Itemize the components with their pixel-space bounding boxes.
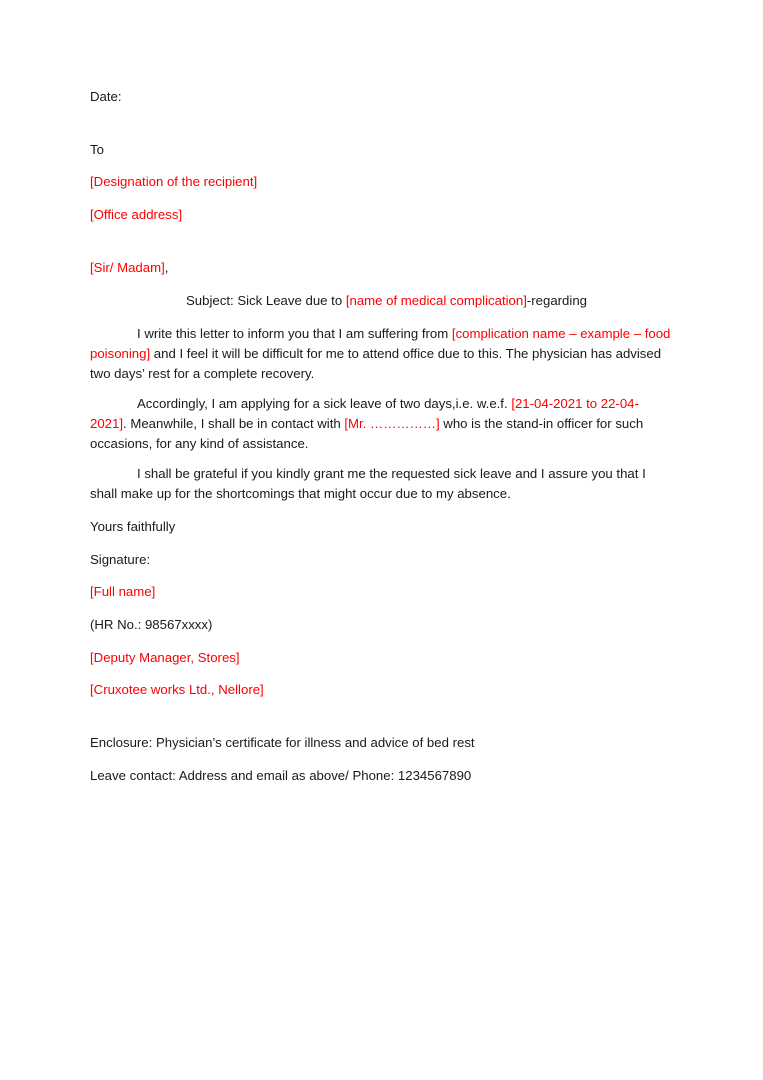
full-name-placeholder: [Full name] bbox=[90, 584, 156, 600]
spacer-before-enclosure bbox=[90, 700, 673, 734]
leave-contact-line: Leave contact: Address and email as above/ Phone: 1234567890 bbox=[90, 767, 472, 783]
subject-line bbox=[90, 292, 673, 311]
designation-placeholder: [Deputy Manager, Stores] bbox=[90, 649, 240, 665]
paragraph-one-part-1: I write this letter to inform you that I am suffering from bbox=[137, 326, 452, 342]
to-label: To bbox=[90, 141, 104, 157]
subject-prefix: Subject: Sick Leave due to bbox=[186, 292, 346, 308]
closing-line: Yours faithfully bbox=[90, 518, 176, 534]
spacer-before-subject bbox=[90, 278, 673, 292]
company-placeholder: [Cruxotee works Ltd., Nellore] bbox=[90, 682, 264, 698]
subject-suffix: -regarding bbox=[526, 292, 587, 308]
recipient-designation-placeholder: [Designation of the recipient] bbox=[90, 174, 258, 190]
leave-dates-placeholder: [21-04-2021 to 22-04-2021] bbox=[90, 396, 639, 432]
spacer-before-salutation bbox=[90, 225, 673, 259]
enclosure-line: Enclosure: Physician’s certificate for illness and advice of bed rest bbox=[90, 735, 475, 751]
letter-body bbox=[90, 88, 673, 786]
signature-block bbox=[90, 518, 673, 700]
paragraph-two bbox=[90, 394, 673, 453]
paragraph-three: I shall be grateful if you kindly grant me the requested sick leave and I assure you that I shall make up for the shortcomings that might occur due to my absence. bbox=[90, 466, 646, 502]
subject-placeholder: [name of medical complication] bbox=[345, 292, 527, 308]
standin-officer-placeholder: [Mr. ……………] bbox=[344, 416, 440, 432]
date-line: Date: bbox=[90, 89, 122, 104]
salutation-placeholder: [Sir/ Madam] bbox=[90, 259, 165, 275]
spacer-before-closing bbox=[90, 504, 673, 518]
salutation-comma: , bbox=[164, 259, 169, 275]
hr-number-line: (HR No.: 98567xxxx) bbox=[90, 616, 213, 632]
paragraph-one-placeholder: [complication name – example – food poisoning] bbox=[90, 326, 671, 362]
paragraph-one bbox=[90, 324, 673, 383]
office-address-placeholder: [Office address] bbox=[90, 207, 183, 223]
paragraph-two-part-2: . Meanwhile, I shall be in contact with bbox=[123, 416, 345, 432]
paragraph-one-part-2: and I feel it will be difficult for me to attend office due to this. The physician has advised two days’ rest for a complete recovery. bbox=[90, 346, 662, 381]
paragraph-two-part-3: who is the stand-in officer for such occasions, for any kind of assistance. bbox=[90, 416, 644, 451]
paragraph-two-part-1: Accordingly, I am applying for a sick leave of two days,i.e. w.e.f. bbox=[137, 396, 512, 412]
salutation-line bbox=[90, 259, 673, 278]
spacer-after-date bbox=[90, 107, 673, 141]
signature-label: Signature: bbox=[90, 551, 151, 567]
spacer-before-body bbox=[90, 310, 673, 324]
